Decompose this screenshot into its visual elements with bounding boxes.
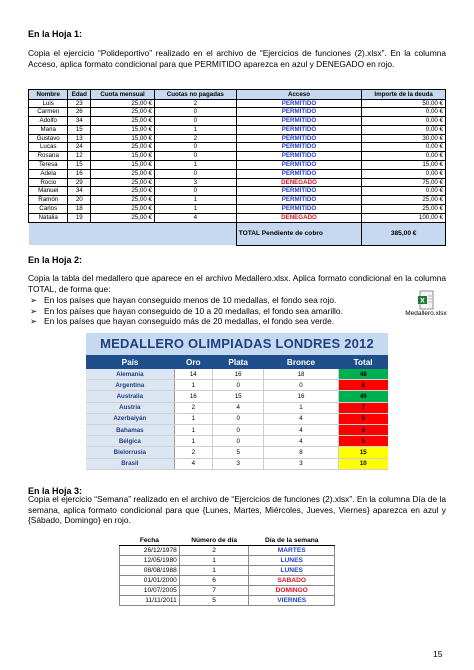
list-item: ➢ En los países que hayan conseguido menos de 10 medallas, el fondo sea rojo. [30,295,337,305]
column-header: Plata [212,355,263,369]
table-cell: 16 [68,169,91,178]
table-cell: 34 [68,117,91,126]
table-cell: 0,00 € [362,117,446,126]
table-row [29,161,446,170]
column-header: Número de día [179,535,249,546]
table-cell: PERMITIDO [236,143,362,152]
table-cell: 29 [68,178,91,187]
table-row [86,391,388,402]
country-cell: Bahamas [86,424,174,435]
medal-count-cell: 4 [264,436,338,447]
table-cell: 10/07/2005 [120,586,180,596]
medal-count-cell: 4 [264,413,338,424]
country-cell: Bielorrusia [86,447,174,458]
table-row [120,586,335,596]
table-cell: 15,00 € [362,161,446,170]
medal-count-cell: 14 [174,369,212,380]
table-cell: 7 [179,586,249,596]
polideportivo-table [28,89,446,246]
table-row [120,546,335,556]
column-header: Nombre [29,90,68,100]
table-cell: 13 [68,134,91,143]
table-cell: 25,00 € [91,205,155,214]
semana-table [119,535,335,606]
list-item: ➢ En los países que hayan conseguido más de 20 medallas, el fondo sea verde. [30,316,335,327]
table-row [29,134,446,143]
table-cell: 25,00 € [91,213,155,222]
medal-count-cell: 4 [212,402,263,413]
medal-count-cell: 15 [212,391,263,402]
table-cell: PERMITIDO [236,99,362,108]
table-header-row [120,535,335,546]
table-cell: VIERNES [249,596,335,606]
table-cell: 24 [68,143,91,152]
table-row [86,402,388,413]
table-row [120,596,335,606]
medal-count-cell: 8 [264,447,338,458]
table-cell: 25,00 € [362,205,446,214]
table-header-row [86,355,388,369]
total-cell: 7 [338,402,388,413]
medal-count-cell: 0 [212,413,263,424]
table-row [29,152,446,161]
table-cell: Rocio [29,178,68,187]
table-cell: 25,00 € [91,143,155,152]
table-cell: 25,00 € [91,108,155,117]
table-cell: 12 [68,152,91,161]
table-cell: Carlos [29,205,68,214]
medal-count-cell: 2 [174,447,212,458]
table-cell: PERMITIDO [236,117,362,126]
country-cell: Argentina [86,380,174,391]
medal-count-cell: 0 [212,380,263,391]
table-cell: Maria [29,125,68,134]
table-row [120,576,335,586]
table-cell: 26 [68,108,91,117]
table-row [29,187,446,196]
table-row [29,108,446,117]
table-cell: 01/01/2000 [120,576,180,586]
table-cell: 12/05/1980 [120,556,180,566]
table-cell: Carmen [29,108,68,117]
table-cell: PERMITIDO [236,205,362,214]
column-header: Cuotas no pagadas [154,90,236,100]
table-cell: 0 [154,117,236,126]
medallero-panel [86,333,388,470]
country-cell: Austria [86,402,174,413]
total-value: 385,00 € [362,222,446,245]
table-row [29,143,446,152]
section3-instructions: Copia el ejercicio “Semana” realizado en el archivo de “Ejercicios de funciones (2).xlsx”. En la columna Día de la semana, aplica formato condicional para que {Lunes, Martes, Miércoles, Jueves, Viernes} aparezca en azul y {Sábado, Domingo} en rojo. [28,494,446,526]
country-cell: Brasil [86,458,174,469]
table-cell: 30,00 € [362,134,446,143]
column-header: Fecha [120,535,180,546]
table-cell: 2 [154,134,236,143]
table-row [29,178,446,187]
arrow-bullet-icon: ➢ [30,295,38,305]
table-cell: 0 [154,108,236,117]
country-cell: Australia [86,391,174,402]
column-header: Total [338,355,388,369]
table-cell: Teresa [29,161,68,170]
table-cell: Rosana [29,152,68,161]
column-header: Edad [68,90,91,100]
table-cell: 0 [154,169,236,178]
medallero-table [86,355,388,470]
table-cell: 23 [68,99,91,108]
table-cell: 0 [154,187,236,196]
medal-count-cell: 5 [212,447,263,458]
table-cell: 25,00 € [91,178,155,187]
arrow-bullet-icon: ➢ [30,316,38,327]
section3-heading: En la Hoja 3: [28,486,83,496]
table-row [86,436,388,447]
table-header-row [29,90,446,100]
medal-count-cell: 0 [212,424,263,435]
table-cell: 25,00 € [91,196,155,205]
table-cell: SABADO [249,576,335,586]
table-cell: Adolfo [29,117,68,126]
table-cell: 18 [68,205,91,214]
table-cell: Natalia [29,213,68,222]
list-item: ➢ En los países que hayan conseguido de 10 a 20 medallas, el fondo sea amarillo. [30,305,343,316]
column-header: Cuota mensual [91,90,155,100]
table-cell: 100,00 € [362,213,446,222]
table-row [86,369,388,380]
total-cell: 5 [338,424,388,435]
table-cell: MARTES [249,546,335,556]
medal-count-cell: 16 [264,391,338,402]
table-cell: Gustavo [29,134,68,143]
table-cell: 5 [179,596,249,606]
table-cell: 15 [68,125,91,134]
file-label: Medallero.xlsx [405,310,447,317]
table-cell: 15,00 € [91,125,155,134]
svg-text:X: X [420,297,425,305]
country-cell: Alemania [86,369,174,380]
table-row [29,99,446,108]
table-row [86,458,388,469]
table-cell: 0,00 € [362,143,446,152]
country-cell: Bélgica [86,436,174,447]
table-cell: PERMITIDO [236,125,362,134]
table-cell: 0 [154,143,236,152]
medal-rules-list [30,295,410,327]
table-cell: 1 [154,196,236,205]
total-cell: 49 [338,391,388,402]
table-cell: 0,00 € [362,125,446,134]
table-cell: LUNES [249,556,335,566]
table-cell: 0,00 € [362,169,446,178]
total-cell: 15 [338,447,388,458]
table-row [86,380,388,391]
table-row [29,196,446,205]
table-row [120,556,335,566]
total-cell: 48 [338,369,388,380]
excel-file-icon [417,290,435,310]
table-cell: 25,00 € [91,187,155,196]
table-cell: 2 [154,99,236,108]
table-cell: Lucas [29,143,68,152]
table-row [86,447,388,458]
blank-cell [29,222,237,245]
section1-heading: En la Hoja 1: [28,29,83,39]
table-cell: Manuel [29,187,68,196]
table-cell: 34 [68,187,91,196]
column-header: Importe de la deuda [362,90,446,100]
table-cell: 1 [154,161,236,170]
table-cell: Adela [29,169,68,178]
table-cell: Luis [29,99,68,108]
arrow-bullet-icon: ➢ [30,305,38,316]
table-cell: Ramón [29,196,68,205]
table-row [29,205,446,214]
total-cell: 6 [338,380,388,391]
section2-heading: En la Hoja 2: [28,255,83,265]
table-cell: 0,00 € [362,108,446,117]
table-cell: 25,00 € [91,169,155,178]
medal-count-cell: 16 [174,391,212,402]
table-cell: 15,00 € [91,161,155,170]
section2-instructions: Copia la tabla del medallero que aparece en el archivo Medallero.xlsx. Aplica formato condicional en la columna TOTAL, de forma que: [28,273,446,294]
medal-count-cell: 1 [174,436,212,447]
total-cell: 10 [338,458,388,469]
table-cell: 0,00 € [362,152,446,161]
table-row [120,566,335,576]
table-cell: 11/11/2011 [120,596,180,606]
table-cell: 0 [154,152,236,161]
table-cell: 1 [154,205,236,214]
section1-instructions: Copia el ejercicio “Polideportivo” realizado en el archivo de “Ejercicios de funciones (2).xlsx”. En la columna Acceso, aplica formato condicional para que PERMITIDO aparezca en azul y DENEGADO en rojo. [28,48,446,69]
table-cell: 25,00 € [362,196,446,205]
medallero-file[interactable] [403,290,449,317]
table-row [29,125,446,134]
total-cell: 5 [338,413,388,424]
total-cell: 5 [338,436,388,447]
table-cell: 15 [68,161,91,170]
table-cell: PERMITIDO [236,152,362,161]
table-cell: 50,00 € [362,99,446,108]
table-row [29,213,446,222]
table-cell: PERMITIDO [236,134,362,143]
table-row [29,169,446,178]
column-header: Oro [174,355,212,369]
column-header: Día de la semana [249,535,335,546]
total-row [29,222,446,245]
medal-count-cell: 0 [264,380,338,391]
table-cell: LUNES [249,566,335,576]
table-cell: 2 [179,546,249,556]
table-cell: DENEGADO [236,213,362,222]
table-cell: 6 [179,576,249,586]
table-cell: 25,00 € [91,99,155,108]
medal-count-cell: 4 [174,458,212,469]
table-cell: 15,00 € [91,152,155,161]
table-cell: 15,00 € [91,134,155,143]
medal-count-cell: 16 [212,369,263,380]
table-cell: PERMITIDO [236,169,362,178]
table-cell: 0,00 € [362,187,446,196]
column-header: Acceso [236,90,362,100]
medallero-title: MEDALLERO OLIMPIADAS LONDRES 2012 [86,333,388,355]
table-cell: 4 [154,213,236,222]
country-cell: Azerbaiyán [86,413,174,424]
table-cell: 75,00 € [362,178,446,187]
table-row [86,424,388,435]
medal-count-cell: 18 [264,369,338,380]
table-cell: 20 [68,196,91,205]
table-cell: DENEGADO [236,178,362,187]
medal-count-cell: 1 [264,402,338,413]
total-label: TOTAL Pendiente de cobro [236,222,362,245]
medal-count-cell: 2 [174,402,212,413]
table-cell: 26/12/1978 [120,546,180,556]
table-cell: 3 [154,178,236,187]
medal-count-cell: 4 [264,424,338,435]
medal-count-cell: 1 [174,413,212,424]
medal-count-cell: 1 [174,380,212,391]
table-cell: 1 [154,125,236,134]
table-cell: PERMITIDO [236,161,362,170]
table-row [86,413,388,424]
table-cell: PERMITIDO [236,187,362,196]
column-header: País [86,355,174,369]
table-cell: 1 [179,556,249,566]
medal-count-cell: 0 [212,436,263,447]
table-cell: 08/08/1988 [120,566,180,576]
medal-count-cell: 3 [212,458,263,469]
table-cell: 19 [68,213,91,222]
medal-count-cell: 1 [174,424,212,435]
table-cell: 25,00 € [91,117,155,126]
medal-count-cell: 3 [264,458,338,469]
table-cell: PERMITIDO [236,108,362,117]
table-row [29,117,446,126]
table-cell: 1 [179,566,249,576]
table-cell: DOMINGO [249,586,335,596]
page-number: 15 [433,649,443,659]
column-header: Bronce [264,355,338,369]
table-cell: PERMITIDO [236,196,362,205]
